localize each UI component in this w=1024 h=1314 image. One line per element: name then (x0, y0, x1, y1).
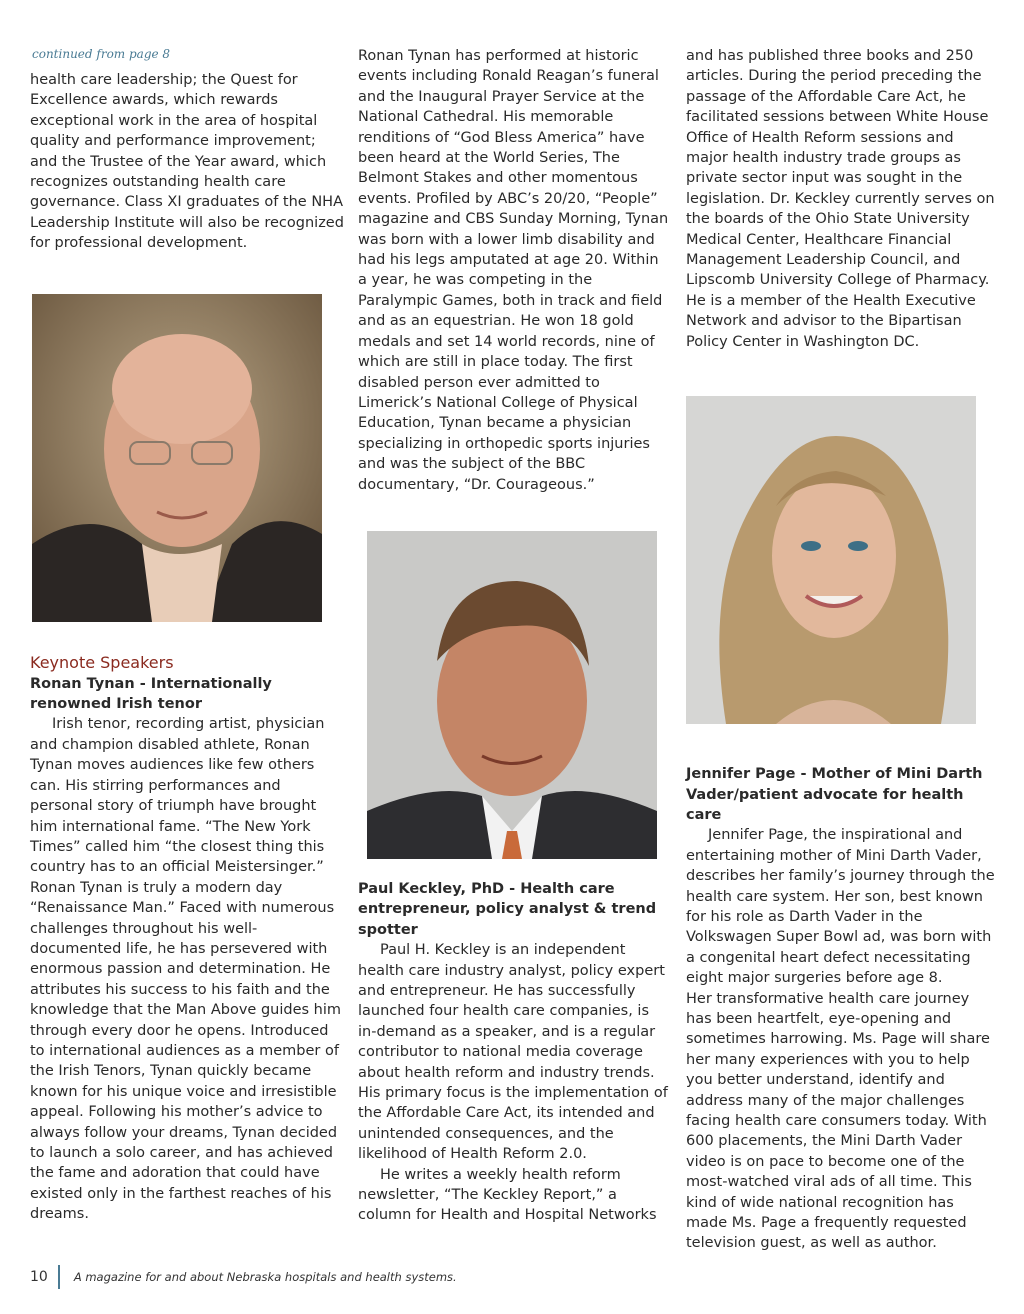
continued-note: continued from page 8 (32, 47, 171, 61)
tynan-bio-continued: Ronan Tynan has performed at historic events including Ronald Reagan’s funeral and the Inaugural Prayer Service at the National Cathedral. His memorable renditions of “God Bless America” have been heard at the World Series, The Belmont Stakes and other momentous events. Profiled by ABC’s 20/20, “People” magazine and CBS Sunday Morning, Tynan was born with a lower limb disability and had his legs amputated at age 20. Within a year, he was competing in the Paralympic Games, both in track and field and as an equestrian. He won 18 gold medals and set 14 world records, nine of which are still in place today. The first disabled person ever admitted to Limerick’s National College of Physical Education, Tynan became a physician specializing in orthopedic sports injuries and was the subject of the BBC documentary, “Dr. Courageous.” (358, 48, 669, 493)
footer-divider (58, 1265, 60, 1289)
intro-paragraph: health care leadership; the Quest for Excellence awards, which rewards exceptional work in the area of hospital quality and performance improvement; and the Trustee of the Year award, which recognizes outstanding health care governance. Class XI graduates of the NHA Leadership Institute will also be recognized for professional development. (30, 72, 344, 252)
speaker-heading-keckley: Paul Keckley, PhD - Health care entrepreneur, policy analyst & trend spotter (358, 880, 657, 938)
speaker-heading-tynan: Ronan Tynan - Internationally renowned Irish tenor (30, 675, 272, 713)
column-1 (30, 46, 345, 1225)
page-bio-2: Her transformative health care journey has been heartfelt, eye-opening and sometimes harrowing. Ms. Page will share her many experiences with you to help you better understand, identify and address many of the major challenges facing health care consumers today. With 600 placements, the Mini Darth Vader video is on pace to become one of the most-watched viral ads of all time. This kind of wide national recognition has made Ms. Page a frequently requested television guest, as well as author. (686, 990, 990, 1252)
ronan-tynan-portrait (32, 294, 322, 622)
speaker-heading-page: Jennifer Page - Mother of Mini Darth Vader/patient advocate for health care (686, 766, 983, 823)
page-bio: Jennifer Page, the inspirational and entertaining mother of Mini Darth Vader, describes her family’s journey through the health care system. Her son, best known for his role as Darth Vader in the Volkswagen Super Bowl ad, was born with a congenital heart defect necessitating eight major surgeries before age 8. (686, 827, 995, 987)
column-2 (358, 46, 670, 1226)
paul-keckley-portrait (367, 531, 657, 859)
column-3 (686, 46, 998, 1254)
keckley-bio-2: He writes a weekly health reform newsletter, “The Keckley Report,” a column for Health and Hospital Networks (358, 1166, 657, 1224)
paul-keckley-photo (367, 531, 657, 859)
page-number: 10 (30, 1269, 48, 1285)
tynan-bio: Irish tenor, recording artist, physician and champion disabled athlete, Ronan Tynan moves audiences like few others can. His stirring performances and personal story of triumph have brought him international fame. “The New York Times” called him “the closest thing this country has to an official Meistersinger.” Ronan Tynan is truly a modern day “Renaissance Man.” Faced with numerous challenges throughout his well-documented life, he has persevered with enormous passion and determination. He attributes his success to his faith and the knowledge that the Man Above guides him through every door he opens. Introduced to international audiences as a member of the Irish Tenors, Tynan quickly became known for his unique voice and irresistible appeal. Following his mother’s advice to always follow your dreams, Tynan decided to launch a solo career, and has achieved the fame and adoration that could have existed only in the farthest reaches of his dreams. (30, 716, 342, 1223)
section-title: Keynote Speakers (30, 652, 174, 672)
page-footer (30, 1265, 457, 1289)
keckley-bio-continued: and has published three books and 250 articles. During the period preceding the passage of the Affordable Care Act, he facilitated sessions between White House Office of Health Reform sessions and major health industry trade groups as private sector input was sought in the legislation. Dr. Keckley currently serves on the boards of the Ohio State University Medical Center, Healthcare Financial Management Leadership Council, and Lipscomb University College of Pharmacy. He is a member of the Health Executive Network and advisor to the Bipartisan Policy Center in Washington DC. (686, 48, 995, 350)
footer-tagline: A magazine for and about Nebraska hospitals and health systems. (73, 1270, 457, 1284)
jennifer-page-portrait (686, 396, 976, 724)
ronan-tynan-photo (32, 294, 322, 622)
jennifer-page-photo (686, 396, 976, 724)
keckley-bio: Paul H. Keckley is an independent health care industry analyst, policy expert and entrepreneur. He has successfully launched four health care companies, is in-demand as a speaker, and is a regular contributor to national media coverage about health reform and industry trends. His primary focus is the implementation of the Affordable Care Act, its intended and unintended consequences, and the likelihood of Health Reform 2.0. (358, 942, 668, 1163)
